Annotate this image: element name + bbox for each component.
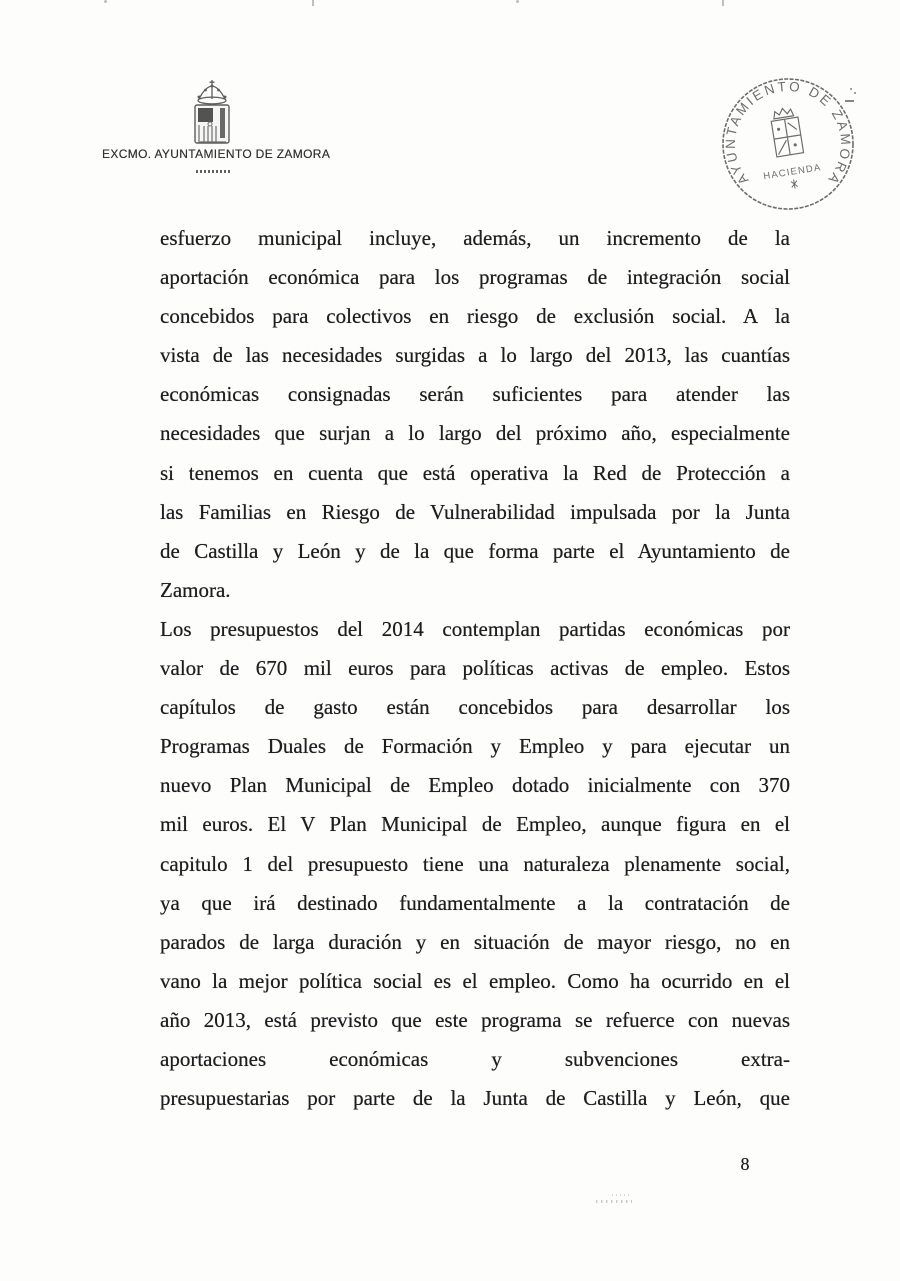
document-body <box>160 219 790 1118</box>
paragraph <box>160 610 790 1118</box>
scan-artifact <box>312 0 314 6</box>
text-line: aportación económica para los programas de integración social <box>160 265 790 290</box>
text-line: aportaciones económicas y subvenciones extra- <box>160 1046 790 1071</box>
page-number: 8 <box>740 1154 750 1174</box>
text-line: Zamora. <box>160 577 231 602</box>
zamora-coat-of-arms-logo <box>186 79 238 147</box>
scan-artifact <box>516 0 519 3</box>
scan-artifact <box>612 1194 632 1196</box>
text-line: ya que irá destinado fundamentalmente a la contratación de <box>160 890 790 915</box>
text-line: valor de 670 mil euros para políticas activas de empleo. Estos <box>160 656 790 681</box>
text-line: si tenemos en cuenta que está operativa la Red de Protección a <box>160 460 790 485</box>
stamp-crown-icon <box>772 107 793 119</box>
text-line: mil euros. El V Plan Municipal de Empleo, aunque figura en el <box>160 812 790 837</box>
text-line: las Familias en Riesgo de Vulnerabilidad impulsada por la Junta <box>160 499 790 524</box>
scan-artifact <box>596 1200 632 1203</box>
stamp-ring-text: AYUNTAMIENTO DE ZAMORA <box>722 78 854 189</box>
text-line: capitulo 1 del presupuesto tiene una naturaleza plenamente social, <box>160 851 790 876</box>
scan-artifact <box>104 0 107 3</box>
text-line: vano la mejor política social es el empleo. Como ha ocurrido en el <box>160 968 790 993</box>
org-name-underline <box>196 170 230 173</box>
stamp-shield-icon <box>771 117 803 157</box>
text-line: capítulos de gasto están concebidos para desarrollar los <box>160 695 790 720</box>
text-line: año 2013, está previsto que este programa se refuerce con nuevas <box>160 1007 790 1032</box>
stamp-star-mark <box>791 179 798 189</box>
text-line: de Castilla y León y de la que forma parte el Ayuntamiento de <box>160 538 790 563</box>
text-line: esfuerzo municipal incluye, además, un incremento de la <box>160 226 790 250</box>
paragraph <box>160 219 790 610</box>
text-line: económicas consignadas serán suficientes para atender las <box>160 382 790 407</box>
text-line: Programas Duales de Formación y Empleo y para ejecutar un <box>160 734 790 759</box>
text-line: concebidos para colectivos en riesgo de exclusión social. A la <box>160 304 790 329</box>
scan-artifact <box>722 0 724 6</box>
text-line: Los presupuestos del 2014 contemplan partidas económicas por <box>160 616 790 641</box>
text-line: nuevo Plan Municipal de Empleo dotado inicialmente con 370 <box>160 773 790 798</box>
text-line: necesidades que surjan a lo largo del próximo año, especialmente <box>160 421 790 446</box>
text-line: presupuestarias por parte de la Junta de Castilla y León, que <box>160 1086 790 1111</box>
ink-smudge-mark <box>845 88 861 106</box>
text-line: parados de larga duración y en situación de mayor riesgo, no en <box>160 929 790 954</box>
text-line: vista de las necesidades surgidas a lo largo del 2013, las cuantías <box>160 343 790 368</box>
stamp-center-label: HACIENDA <box>762 162 823 183</box>
hacienda-round-stamp <box>703 60 873 230</box>
org-name: EXCMO. AYUNTAMIENTO DE ZAMORA <box>102 147 331 161</box>
